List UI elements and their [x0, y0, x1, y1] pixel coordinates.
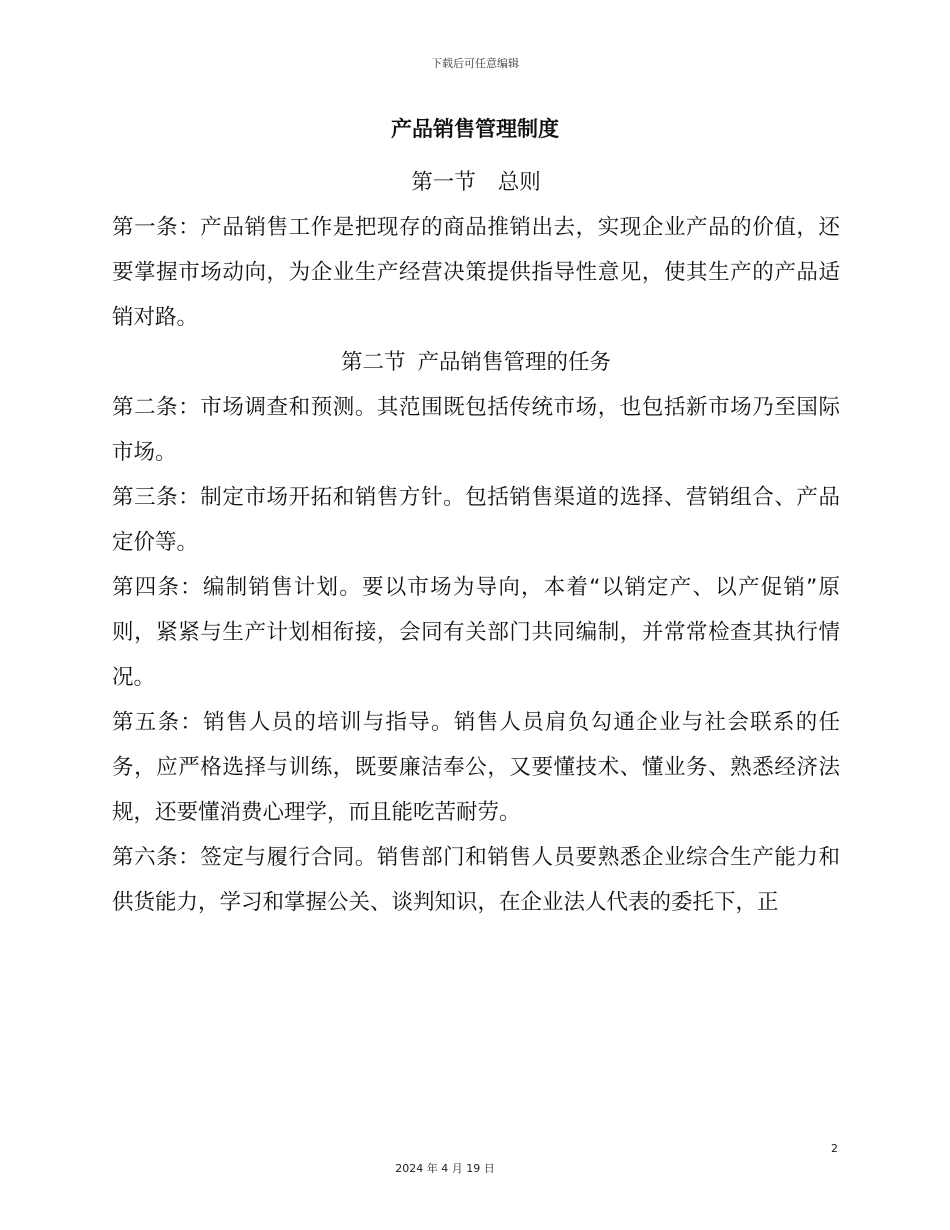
section-number: 第一节 [411, 170, 476, 195]
article-paragraph: 第五条：销售人员的培训与指导。销售人员肩负勾通企业与社会联系的任务，应严格选择与训练，既要廉洁奉公，又要懂技术、懂业务、熟悉经济法规，还要懂消费心理学，而且能吃苦耐劳。 [112, 710, 840, 825]
article-paragraph: 第四条：编制销售计划。要以市场为导向，本着“以销定产、以产促销”原则，紧紧与生产计划相衔接，会同有关部门共同编制，并常常检查其执行情况。 [112, 575, 840, 690]
footer-date: 2024 年 4 月 19 日 [395, 1162, 495, 1175]
section-number: 第二节 [340, 350, 406, 375]
section-name: 产品销售管理的任务 [417, 350, 612, 375]
article-paragraph: 第一条：产品销售工作是把现存的商品推销出去，实现企业产品的价值，还要掌握市场动向，为企业生产经营决策提供指导性意见，使其生产的产品适销对路。 [112, 215, 840, 330]
article-paragraph: 第三条：制定市场开拓和销售方针。包括销售渠道的选择、营销组合、产品定价等。 [112, 485, 840, 555]
header-note: 下载后可任意编辑 [431, 57, 519, 70]
section-heading [112, 160, 840, 205]
document-body [112, 160, 840, 925]
article-paragraph: 第六条：签定与履行合同。销售部门和销售人员要熟悉企业综合生产能力和供货能力，学习和掌握公关、谈判知识，在企业法人代表的委托下，正 [112, 845, 840, 915]
page-number: 2 [831, 1142, 838, 1155]
document-title: 产品销售管理制度 [391, 117, 559, 141]
article-paragraph: 第二条：市场调查和预测。其范围既包括传统市场，也包括新市场乃至国际市场。 [112, 395, 840, 465]
section-heading [112, 340, 840, 385]
section-name: 总则 [497, 170, 541, 195]
